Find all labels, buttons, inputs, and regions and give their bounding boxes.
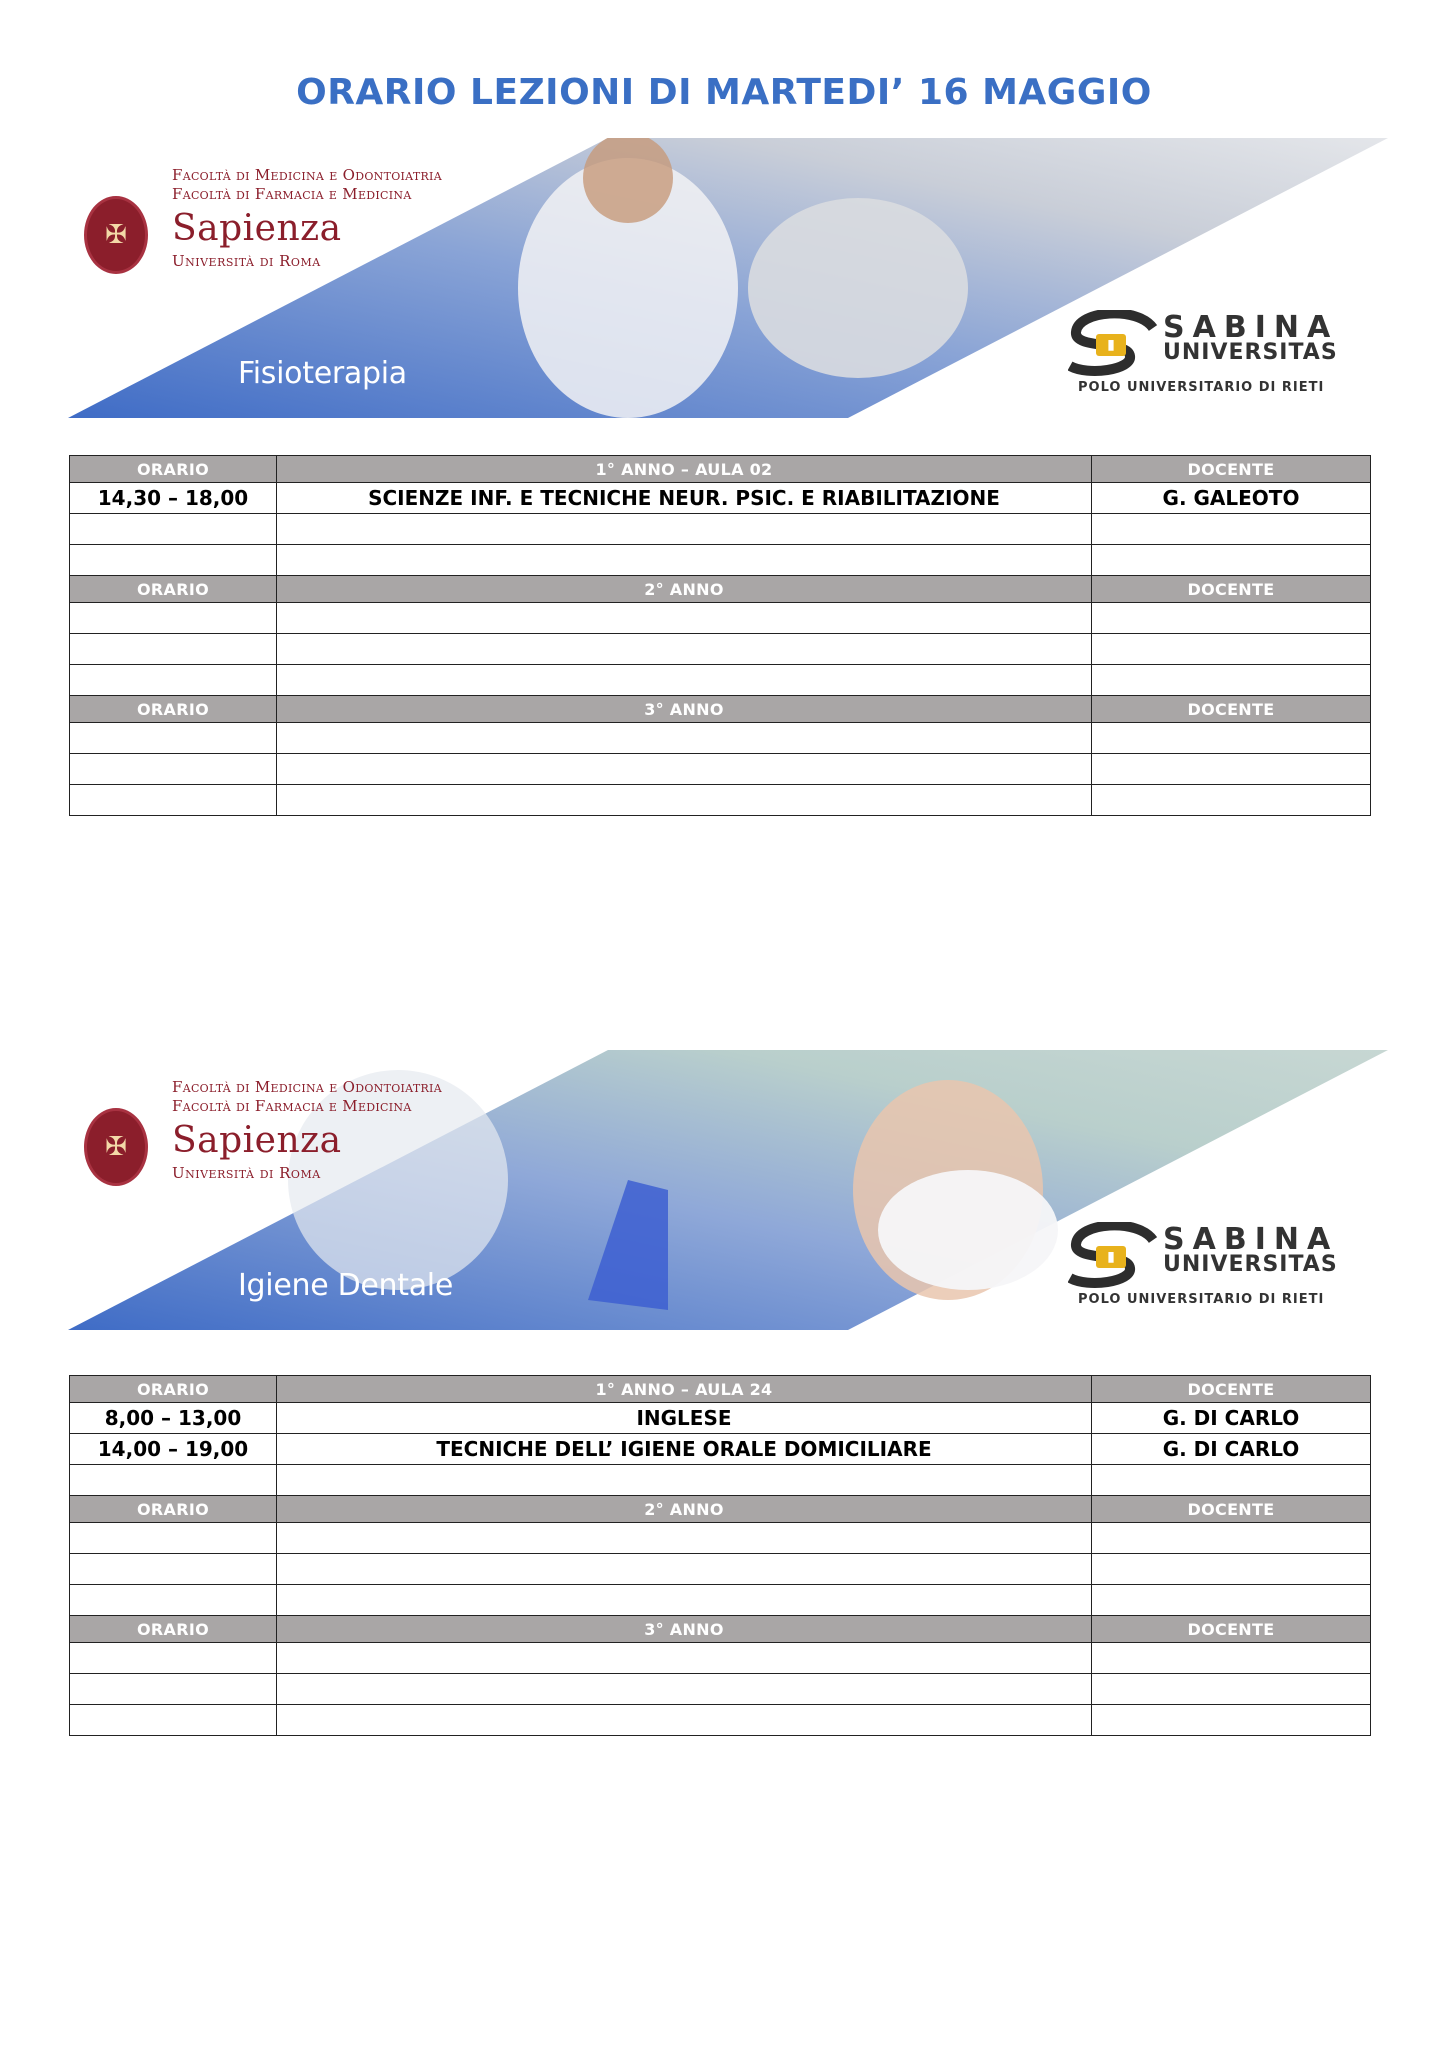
cell-orario [70,1674,277,1705]
cell-lezione [277,1523,1092,1554]
table-header-row [70,1496,1371,1523]
cell-lezione [277,785,1092,816]
table-row [70,514,1371,545]
cell-lezione [277,1465,1092,1496]
cell-lezione [277,723,1092,754]
sapienza-logo [84,1064,504,1194]
header-orario: ORARIO [70,576,277,603]
faculty-line-2: Facoltà di Farmacia e Medicina [172,185,412,203]
banner-fisioterapia [68,138,1388,418]
header-docente: DOCENTE [1092,1616,1371,1643]
table-row [70,1434,1371,1465]
polo-universitario: POLO UNIVERSITARIO DI RIETI [1078,1292,1325,1307]
cell-docente [1092,723,1371,754]
page-title: ORARIO LEZIONI DI MARTEDI’ 16 MAGGIO [296,72,1152,113]
header-orario: ORARIO [70,1616,277,1643]
cell-docente: G. GALEOTO [1092,483,1371,514]
table-row [70,1554,1371,1585]
sapienza-logo [84,152,504,282]
cell-docente [1092,754,1371,785]
cell-lezione [277,1554,1092,1585]
header-docente: DOCENTE [1092,576,1371,603]
header-orario: ORARIO [70,696,277,723]
faculty-line-2: Facoltà di Farmacia e Medicina [172,1097,412,1115]
course-label: Igiene Dentale [238,1268,453,1303]
polo-universitario: POLO UNIVERSITARIO DI RIETI [1078,380,1325,395]
cell-docente [1092,1554,1371,1585]
cell-lezione [277,1643,1092,1674]
cell-lezione [277,665,1092,696]
header-orario: ORARIO [70,1496,277,1523]
university-subtitle: Università di Roma [172,1164,321,1182]
cell-docente [1092,1465,1371,1496]
sabina-word: SABINA [1163,310,1339,345]
table-row [70,754,1371,785]
header-anno: 3° ANNO [277,696,1092,723]
universitas-word: UNIVERSITAS [1163,1252,1338,1277]
table-row [70,545,1371,576]
schedule-table-igiene-dentale [69,1375,1371,1736]
table-header-row [70,456,1371,483]
cell-orario [70,665,277,696]
faculty-line-1: Facoltà di Medicina e Odontoiatria [172,166,442,184]
cell-orario [70,1705,277,1736]
sabina-word: SABINA [1163,1222,1339,1257]
cell-lezione [277,1705,1092,1736]
cell-lezione [277,754,1092,785]
cell-orario: 14,00 – 19,00 [70,1434,277,1465]
cell-orario: 8,00 – 13,00 [70,1403,277,1434]
table-header-row [70,696,1371,723]
cell-lezione: SCIENZE INF. E TECNICHE NEUR. PSIC. E RIABILITAZIONE [277,483,1092,514]
table-row [70,1643,1371,1674]
cell-orario [70,603,277,634]
header-docente: DOCENTE [1092,1496,1371,1523]
sabina-logo [1068,310,1368,400]
sabina-logo [1068,1222,1368,1312]
cell-orario [70,1643,277,1674]
table-row [70,603,1371,634]
table-row [70,1705,1371,1736]
header-docente: DOCENTE [1092,1376,1371,1403]
cell-lezione [277,514,1092,545]
cell-docente: G. DI CARLO [1092,1434,1371,1465]
table-header-row [70,576,1371,603]
cell-orario [70,514,277,545]
university-subtitle: Università di Roma [172,252,321,270]
table-header-row [70,1616,1371,1643]
cell-docente [1092,1705,1371,1736]
table-header-row [70,1376,1371,1403]
table-row [70,785,1371,816]
cell-docente [1092,634,1371,665]
cell-docente [1092,603,1371,634]
banner-igiene-dentale [68,1050,1388,1330]
book-icon: ▮ [1096,334,1126,356]
book-icon: ▮ [1096,1246,1126,1268]
header-anno: 1° ANNO – AULA 24 [277,1376,1092,1403]
cell-orario [70,1465,277,1496]
cell-docente [1092,1674,1371,1705]
table-row [70,1674,1371,1705]
university-name: Sapienza [172,208,342,249]
cell-lezione [277,1674,1092,1705]
sapienza-seal-icon: ✠ [84,1108,148,1186]
table-row [70,634,1371,665]
table-row [70,483,1371,514]
header-anno: 2° ANNO [277,1496,1092,1523]
cell-lezione: TECNICHE DELL’ IGIENE ORALE DOMICILIARE [277,1434,1092,1465]
cell-lezione [277,1585,1092,1616]
header-docente: DOCENTE [1092,456,1371,483]
cell-orario [70,785,277,816]
table-row [70,1403,1371,1434]
schedule-table-fisioterapia [69,455,1371,816]
cell-docente: G. DI CARLO [1092,1403,1371,1434]
table-row [70,665,1371,696]
cell-lezione [277,603,1092,634]
table-row [70,1585,1371,1616]
cell-docente [1092,785,1371,816]
header-anno: 2° ANNO [277,576,1092,603]
cell-orario [70,754,277,785]
cell-docente [1092,665,1371,696]
header-anno: 3° ANNO [277,1616,1092,1643]
header-orario: ORARIO [70,456,277,483]
cell-lezione [277,634,1092,665]
faculty-line-1: Facoltà di Medicina e Odontoiatria [172,1078,442,1096]
cell-orario [70,545,277,576]
cell-docente [1092,545,1371,576]
table-row [70,1465,1371,1496]
cell-orario: 14,30 – 18,00 [70,483,277,514]
cell-orario [70,634,277,665]
cell-lezione [277,545,1092,576]
table-row [70,1523,1371,1554]
cell-orario [70,1554,277,1585]
cell-docente [1092,1643,1371,1674]
cell-docente [1092,514,1371,545]
cell-orario [70,723,277,754]
cell-orario [70,1523,277,1554]
cell-docente [1092,1585,1371,1616]
cell-orario [70,1585,277,1616]
course-label: Fisioterapia [238,356,407,391]
header-orario: ORARIO [70,1376,277,1403]
cell-lezione: INGLESE [277,1403,1092,1434]
cell-docente [1092,1523,1371,1554]
table-row [70,723,1371,754]
sapienza-seal-icon: ✠ [84,196,148,274]
universitas-word: UNIVERSITAS [1163,340,1338,365]
university-name: Sapienza [172,1120,342,1161]
header-docente: DOCENTE [1092,696,1371,723]
header-anno: 1° ANNO – AULA 02 [277,456,1092,483]
